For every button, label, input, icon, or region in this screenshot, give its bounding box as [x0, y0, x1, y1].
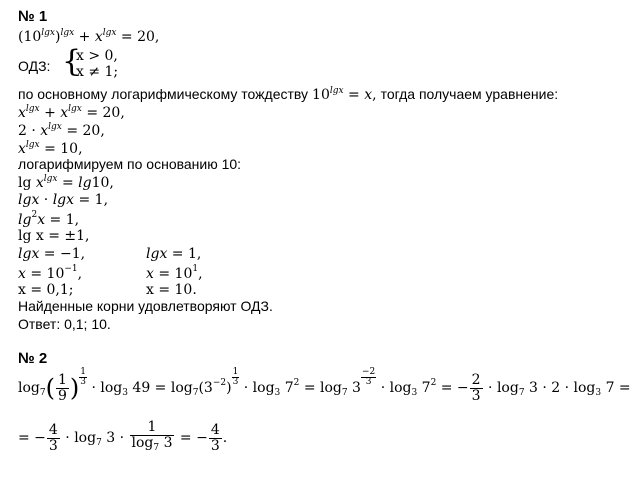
odz-brace: {	[62, 44, 82, 79]
odz-condition-2: x ≠ 1;	[76, 64, 119, 80]
root-1-value: x = 0,1;	[18, 282, 74, 298]
step-2: $2 \cdot x^{lgx} = 20$,	[18, 122, 105, 139]
section-1-title: № 1	[18, 8, 48, 25]
section-2-line-1: $\log_7$( $\frac{1}{9}$ ) $\frac{1}{3}$ · $\log_3 49 = \log_7(3^{-2})$ $\frac{1}{3}$ · $\log_3 7^2 = \log_7 3$ $\frac{-2}{3}$ · $\log_3 7^2$ = − $\frac{2}{3}$ · $\log_7 3 \cdot 2 \cdot \log_3 7$ =	[18, 367, 631, 404]
identity-expr: $10^{lgx} = x$,	[312, 86, 377, 103]
step-4: $\lg x^{lgx} = \lg 10$,	[18, 174, 114, 191]
answer-text: Ответ: 0,1; 10.	[18, 316, 111, 332]
section-2-line-2: = − $\frac{4}{3}$ · $\log_7 3$ · $\frac{1}{\log_7 3}$ = − $\frac{4}{3}$ .	[18, 419, 228, 454]
odz-condition-1: x > 0,	[76, 48, 118, 64]
main-equation	[18, 28, 159, 45]
log-base-text: логарифмируем по основанию 10:	[18, 156, 242, 172]
roots-check-text: Найденные корни удовлетворяют ОДЗ.	[18, 298, 273, 314]
step-3: $x^{lgx} = 10$,	[18, 140, 83, 157]
identity-line	[18, 86, 558, 104]
root-2-log: lgx = 1,	[146, 246, 202, 262]
root-2-power: $x = 10^1$,	[146, 264, 203, 282]
identity-prefix: по основному логарифмическому тождеству	[18, 86, 309, 102]
eq-formula: $(10^{lgx})^{lgx} + x^{lgx} = 20$,	[18, 28, 160, 45]
root-1-power: $x = 10^{-1}$,	[18, 264, 83, 282]
step-5: lgx · lgx = 1,	[18, 192, 109, 208]
odz-label: ОДЗ:	[18, 58, 51, 74]
root-1-log: lgx = −1,	[18, 246, 86, 262]
step-6: $\lg^2x = 1$,	[18, 210, 80, 228]
section-2-title: № 2	[18, 350, 48, 367]
step-1: $x^{lgx} + x^{lgx} = 20$,	[18, 104, 125, 121]
identity-suffix: тогда получаем уравнение:	[380, 86, 559, 102]
step-7: lg x = ±1,	[18, 228, 90, 244]
root-2-value: x = 10.	[146, 282, 197, 298]
